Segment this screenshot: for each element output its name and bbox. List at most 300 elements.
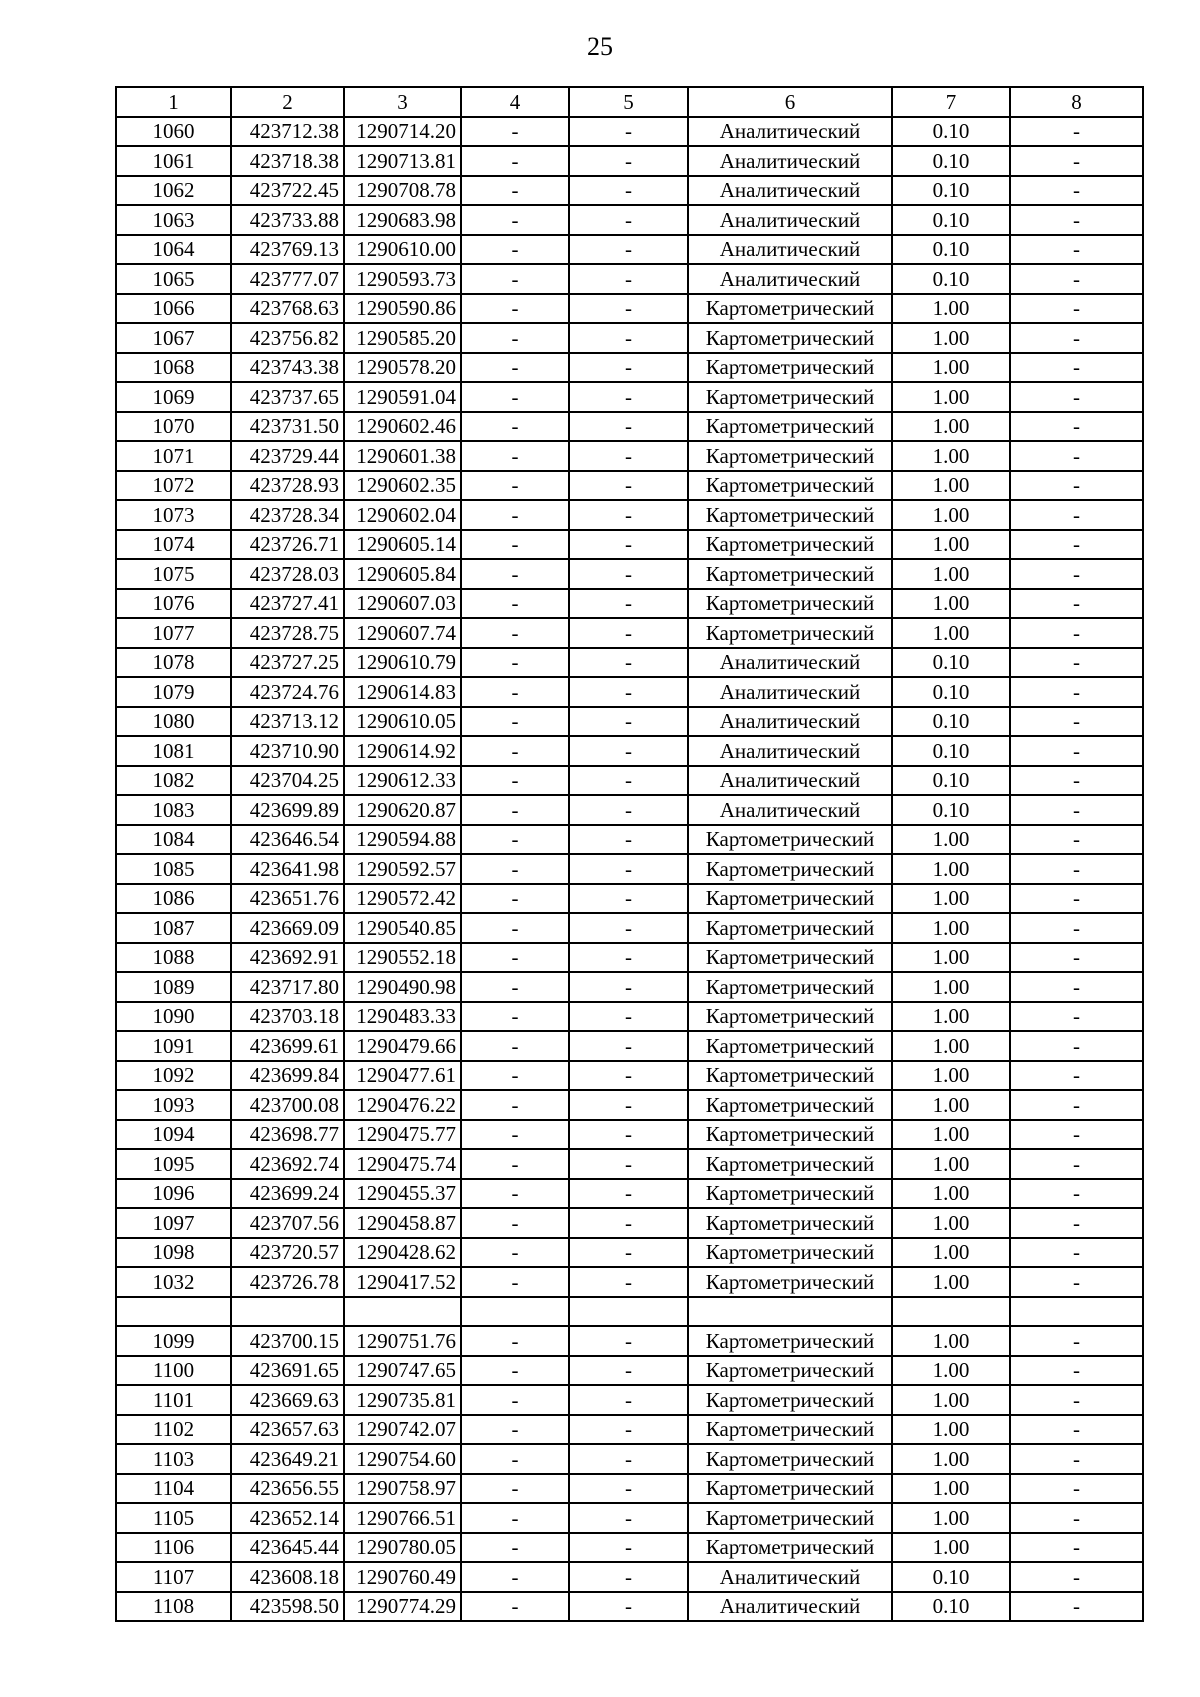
col4-value-cell: -	[461, 707, 569, 737]
point-number-cell: 1090	[116, 1002, 231, 1032]
y-coordinate-cell: 1290475.74	[344, 1149, 461, 1179]
col5-value-cell: -	[569, 1385, 688, 1415]
y-coordinate-cell: 1290766.51	[344, 1503, 461, 1533]
col5-value-cell: -	[569, 648, 688, 678]
accuracy-cell: 1.00	[892, 1415, 1010, 1445]
col4-value-cell: -	[461, 1208, 569, 1238]
col8-value-cell: -	[1010, 1503, 1143, 1533]
point-number-cell: 1074	[116, 530, 231, 560]
column-header: 1	[116, 87, 231, 117]
point-number-cell	[116, 1297, 231, 1327]
col8-value-cell: -	[1010, 825, 1143, 855]
point-number-cell: 1104	[116, 1474, 231, 1504]
y-coordinate-cell: 1290593.73	[344, 264, 461, 294]
col8-value-cell: -	[1010, 1090, 1143, 1120]
y-coordinate-cell: 1290591.04	[344, 382, 461, 412]
method-cell: Аналитический	[688, 648, 892, 678]
accuracy-cell: 1.00	[892, 972, 1010, 1002]
y-coordinate-cell: 1290612.33	[344, 766, 461, 796]
accuracy-cell: 0.10	[892, 795, 1010, 825]
table-row	[116, 1149, 1143, 1179]
y-coordinate-cell: 1290620.87	[344, 795, 461, 825]
method-cell: Картометрический	[688, 1238, 892, 1268]
col8-value-cell: -	[1010, 1533, 1143, 1563]
method-cell: Аналитический	[688, 117, 892, 147]
x-coordinate-cell: 423769.13	[231, 235, 344, 265]
column-header: 8	[1010, 87, 1143, 117]
accuracy-cell: 1.00	[892, 353, 1010, 383]
col5-value-cell: -	[569, 382, 688, 412]
table-row	[116, 441, 1143, 471]
accuracy-cell: 1.00	[892, 913, 1010, 943]
col5-value-cell: -	[569, 559, 688, 589]
col4-value-cell: -	[461, 1061, 569, 1091]
column-header: 7	[892, 87, 1010, 117]
accuracy-cell: 1.00	[892, 1474, 1010, 1504]
point-number-cell: 1087	[116, 913, 231, 943]
table-row	[116, 913, 1143, 943]
col8-value-cell: -	[1010, 176, 1143, 206]
method-cell: Аналитический	[688, 235, 892, 265]
x-coordinate-cell: 423704.25	[231, 766, 344, 796]
col5-value-cell: -	[569, 1592, 688, 1622]
accuracy-cell: 1.00	[892, 618, 1010, 648]
x-coordinate-cell: 423710.90	[231, 736, 344, 766]
accuracy-cell: 1.00	[892, 294, 1010, 324]
table-body	[116, 117, 1143, 1622]
point-number-cell: 1107	[116, 1562, 231, 1592]
accuracy-cell: 1.00	[892, 1444, 1010, 1474]
accuracy-cell: 1.00	[892, 589, 1010, 619]
col5-value-cell	[569, 1297, 688, 1327]
col5-value-cell: -	[569, 412, 688, 442]
point-number-cell: 1062	[116, 176, 231, 206]
col8-value-cell: -	[1010, 884, 1143, 914]
table-row	[116, 1415, 1143, 1445]
col8-value-cell: -	[1010, 530, 1143, 560]
y-coordinate-cell: 1290602.46	[344, 412, 461, 442]
table-row	[116, 1592, 1143, 1622]
y-coordinate-cell: 1290590.86	[344, 294, 461, 324]
y-coordinate-cell: 1290607.74	[344, 618, 461, 648]
col4-value-cell: -	[461, 766, 569, 796]
x-coordinate-cell: 423722.45	[231, 176, 344, 206]
method-cell: Картометрический	[688, 1031, 892, 1061]
point-number-cell: 1075	[116, 559, 231, 589]
column-header: 5	[569, 87, 688, 117]
col5-value-cell: -	[569, 530, 688, 560]
x-coordinate-cell: 423728.34	[231, 500, 344, 530]
col8-value-cell: -	[1010, 1149, 1143, 1179]
table-row	[116, 648, 1143, 678]
table-row	[116, 677, 1143, 707]
x-coordinate-cell: 423657.63	[231, 1415, 344, 1445]
y-coordinate-cell: 1290754.60	[344, 1444, 461, 1474]
table-row	[116, 1444, 1143, 1474]
accuracy-cell: 1.00	[892, 825, 1010, 855]
y-coordinate-cell: 1290594.88	[344, 825, 461, 855]
col4-value-cell: -	[461, 1503, 569, 1533]
point-number-cell: 1100	[116, 1356, 231, 1386]
table-row	[116, 943, 1143, 973]
point-number-cell: 1079	[116, 677, 231, 707]
table-row	[116, 235, 1143, 265]
col5-value-cell: -	[569, 677, 688, 707]
table-row	[116, 353, 1143, 383]
y-coordinate-cell: 1290455.37	[344, 1179, 461, 1209]
x-coordinate-cell: 423724.76	[231, 677, 344, 707]
col8-value-cell: -	[1010, 854, 1143, 884]
x-coordinate-cell: 423669.09	[231, 913, 344, 943]
col4-value-cell: -	[461, 117, 569, 147]
x-coordinate-cell: 423656.55	[231, 1474, 344, 1504]
y-coordinate-cell	[344, 1297, 461, 1327]
point-number-cell: 1078	[116, 648, 231, 678]
point-number-cell: 1102	[116, 1415, 231, 1445]
accuracy-cell: 0.10	[892, 677, 1010, 707]
col4-value-cell: -	[461, 235, 569, 265]
col8-value-cell: -	[1010, 1208, 1143, 1238]
method-cell: Картометрический	[688, 1061, 892, 1091]
point-number-cell: 1066	[116, 294, 231, 324]
table-row	[116, 1267, 1143, 1297]
table-row	[116, 825, 1143, 855]
point-number-cell: 1065	[116, 264, 231, 294]
x-coordinate-cell: 423737.65	[231, 382, 344, 412]
accuracy-cell: 1.00	[892, 1503, 1010, 1533]
x-coordinate-cell: 423641.98	[231, 854, 344, 884]
col8-value-cell: -	[1010, 1562, 1143, 1592]
col5-value-cell: -	[569, 854, 688, 884]
y-coordinate-cell: 1290610.05	[344, 707, 461, 737]
col8-value-cell: -	[1010, 294, 1143, 324]
method-cell: Аналитический	[688, 736, 892, 766]
col5-value-cell: -	[569, 1120, 688, 1150]
col8-value-cell: -	[1010, 382, 1143, 412]
y-coordinate-cell: 1290605.14	[344, 530, 461, 560]
point-number-cell: 1077	[116, 618, 231, 648]
x-coordinate-cell: 423720.57	[231, 1238, 344, 1268]
col5-value-cell: -	[569, 1444, 688, 1474]
col4-value-cell: -	[461, 1031, 569, 1061]
y-coordinate-cell: 1290774.29	[344, 1592, 461, 1622]
point-number-cell: 1097	[116, 1208, 231, 1238]
table-row	[116, 795, 1143, 825]
col5-value-cell: -	[569, 795, 688, 825]
point-number-cell: 1076	[116, 589, 231, 619]
accuracy-cell: 1.00	[892, 441, 1010, 471]
col4-value-cell: -	[461, 1533, 569, 1563]
y-coordinate-cell: 1290552.18	[344, 943, 461, 973]
col5-value-cell: -	[569, 1562, 688, 1592]
method-cell: Картометрический	[688, 1149, 892, 1179]
col4-value-cell: -	[461, 1474, 569, 1504]
col4-value-cell: -	[461, 412, 569, 442]
x-coordinate-cell: 423777.07	[231, 264, 344, 294]
col8-value-cell: -	[1010, 264, 1143, 294]
col5-value-cell: -	[569, 589, 688, 619]
accuracy-cell: 0.10	[892, 766, 1010, 796]
point-number-cell: 1063	[116, 205, 231, 235]
col4-value-cell: -	[461, 176, 569, 206]
col4-value-cell: -	[461, 677, 569, 707]
y-coordinate-cell: 1290417.52	[344, 1267, 461, 1297]
table-row	[116, 559, 1143, 589]
col5-value-cell: -	[569, 235, 688, 265]
table-row	[116, 500, 1143, 530]
col5-value-cell: -	[569, 1002, 688, 1032]
col4-value-cell: -	[461, 1385, 569, 1415]
table-row	[116, 530, 1143, 560]
col8-value-cell: -	[1010, 412, 1143, 442]
point-number-cell: 1070	[116, 412, 231, 442]
col5-value-cell: -	[569, 1533, 688, 1563]
y-coordinate-cell: 1290540.85	[344, 913, 461, 943]
col8-value-cell: -	[1010, 1592, 1143, 1622]
point-number-cell: 1101	[116, 1385, 231, 1415]
method-cell: Аналитический	[688, 1562, 892, 1592]
method-cell: Картометрический	[688, 1503, 892, 1533]
x-coordinate-cell: 423726.71	[231, 530, 344, 560]
table-row	[116, 1562, 1143, 1592]
method-cell: Аналитический	[688, 766, 892, 796]
method-cell: Картометрический	[688, 412, 892, 442]
x-coordinate-cell: 423728.75	[231, 618, 344, 648]
col5-value-cell: -	[569, 1208, 688, 1238]
method-cell: Картометрический	[688, 589, 892, 619]
table-row	[116, 1120, 1143, 1150]
table-row	[116, 1356, 1143, 1386]
point-number-cell: 1073	[116, 500, 231, 530]
point-number-cell: 1072	[116, 471, 231, 501]
col8-value-cell: -	[1010, 618, 1143, 648]
col4-value-cell: -	[461, 1120, 569, 1150]
x-coordinate-cell: 423726.78	[231, 1267, 344, 1297]
table-row	[116, 176, 1143, 206]
method-cell: Картометрический	[688, 884, 892, 914]
col5-value-cell: -	[569, 766, 688, 796]
x-coordinate-cell: 423692.91	[231, 943, 344, 973]
y-coordinate-cell: 1290602.04	[344, 500, 461, 530]
col5-value-cell: -	[569, 1179, 688, 1209]
col4-value-cell: -	[461, 825, 569, 855]
col5-value-cell: -	[569, 1149, 688, 1179]
col8-value-cell: -	[1010, 559, 1143, 589]
x-coordinate-cell: 423743.38	[231, 353, 344, 383]
col5-value-cell: -	[569, 117, 688, 147]
col5-value-cell: -	[569, 500, 688, 530]
x-coordinate-cell: 423608.18	[231, 1562, 344, 1592]
col8-value-cell: -	[1010, 913, 1143, 943]
col8-value-cell: -	[1010, 1444, 1143, 1474]
accuracy-cell: 1.00	[892, 1002, 1010, 1032]
col8-value-cell: -	[1010, 117, 1143, 147]
method-cell: Картометрический	[688, 1356, 892, 1386]
method-cell: Картометрический	[688, 1385, 892, 1415]
x-coordinate-cell: 423700.08	[231, 1090, 344, 1120]
x-coordinate-cell: 423703.18	[231, 1002, 344, 1032]
col4-value-cell: -	[461, 1326, 569, 1356]
table-row	[116, 766, 1143, 796]
col5-value-cell: -	[569, 1238, 688, 1268]
method-cell: Аналитический	[688, 677, 892, 707]
point-number-cell: 1083	[116, 795, 231, 825]
accuracy-cell: 0.10	[892, 235, 1010, 265]
col4-value-cell: -	[461, 884, 569, 914]
method-cell: Картометрический	[688, 913, 892, 943]
table-row	[116, 707, 1143, 737]
point-number-cell: 1093	[116, 1090, 231, 1120]
x-coordinate-cell: 423728.93	[231, 471, 344, 501]
col5-value-cell: -	[569, 913, 688, 943]
table-row	[116, 146, 1143, 176]
table-row	[116, 264, 1143, 294]
col4-value-cell: -	[461, 146, 569, 176]
col4-value-cell: -	[461, 1415, 569, 1445]
accuracy-cell: 1.00	[892, 1149, 1010, 1179]
x-coordinate-cell: 423699.24	[231, 1179, 344, 1209]
col8-value-cell: -	[1010, 943, 1143, 973]
x-coordinate-cell: 423645.44	[231, 1533, 344, 1563]
x-coordinate-cell: 423717.80	[231, 972, 344, 1002]
x-coordinate-cell: 423768.63	[231, 294, 344, 324]
point-number-cell: 1032	[116, 1267, 231, 1297]
table-row	[116, 294, 1143, 324]
method-cell: Картометрический	[688, 1208, 892, 1238]
point-number-cell: 1064	[116, 235, 231, 265]
point-number-cell: 1098	[116, 1238, 231, 1268]
point-number-cell: 1089	[116, 972, 231, 1002]
table-row	[116, 1238, 1143, 1268]
col5-value-cell: -	[569, 884, 688, 914]
method-cell: Картометрический	[688, 353, 892, 383]
col4-value-cell: -	[461, 500, 569, 530]
point-number-cell: 1099	[116, 1326, 231, 1356]
col4-value-cell: -	[461, 559, 569, 589]
table-row	[116, 323, 1143, 353]
col8-value-cell: -	[1010, 1267, 1143, 1297]
y-coordinate-cell: 1290602.35	[344, 471, 461, 501]
col5-value-cell: -	[569, 736, 688, 766]
table-row	[116, 1031, 1143, 1061]
col4-value-cell: -	[461, 618, 569, 648]
col4-value-cell: -	[461, 1444, 569, 1474]
x-coordinate-cell: 423646.54	[231, 825, 344, 855]
table-row	[116, 471, 1143, 501]
method-cell: Картометрический	[688, 1533, 892, 1563]
table-row	[116, 1061, 1143, 1091]
x-coordinate-cell: 423700.15	[231, 1326, 344, 1356]
table-row	[116, 1503, 1143, 1533]
col5-value-cell: -	[569, 176, 688, 206]
table-row	[116, 1090, 1143, 1120]
x-coordinate-cell: 423652.14	[231, 1503, 344, 1533]
point-number-cell: 1069	[116, 382, 231, 412]
accuracy-cell: 1.00	[892, 1120, 1010, 1150]
col5-value-cell: -	[569, 618, 688, 648]
accuracy-cell: 1.00	[892, 1208, 1010, 1238]
col5-value-cell: -	[569, 441, 688, 471]
table-row	[116, 1002, 1143, 1032]
y-coordinate-cell: 1290476.22	[344, 1090, 461, 1120]
accuracy-cell: 1.00	[892, 1179, 1010, 1209]
col8-value-cell: -	[1010, 471, 1143, 501]
col5-value-cell: -	[569, 1503, 688, 1533]
col8-value-cell: -	[1010, 736, 1143, 766]
y-coordinate-cell: 1290572.42	[344, 884, 461, 914]
x-coordinate-cell: 423713.12	[231, 707, 344, 737]
col4-value-cell: -	[461, 264, 569, 294]
x-coordinate-cell: 423649.21	[231, 1444, 344, 1474]
accuracy-cell: 1.00	[892, 943, 1010, 973]
x-coordinate-cell: 423699.84	[231, 1061, 344, 1091]
col5-value-cell: -	[569, 1415, 688, 1445]
method-cell: Картометрический	[688, 294, 892, 324]
accuracy-cell: 1.00	[892, 412, 1010, 442]
col8-value-cell: -	[1010, 707, 1143, 737]
table-row	[116, 854, 1143, 884]
table-row	[116, 205, 1143, 235]
x-coordinate-cell: 423699.89	[231, 795, 344, 825]
accuracy-cell: 0.10	[892, 264, 1010, 294]
col8-value-cell: -	[1010, 235, 1143, 265]
col8-value-cell: -	[1010, 972, 1143, 1002]
accuracy-cell: 1.00	[892, 1238, 1010, 1268]
col8-value-cell: -	[1010, 146, 1143, 176]
col5-value-cell: -	[569, 1326, 688, 1356]
accuracy-cell: 0.10	[892, 707, 1010, 737]
col4-value-cell: -	[461, 471, 569, 501]
method-cell: Аналитический	[688, 264, 892, 294]
col4-value-cell	[461, 1297, 569, 1327]
table-row	[116, 1297, 1143, 1327]
y-coordinate-cell: 1290477.61	[344, 1061, 461, 1091]
point-number-cell: 1084	[116, 825, 231, 855]
method-cell: Картометрический	[688, 1090, 892, 1120]
method-cell: Картометрический	[688, 1326, 892, 1356]
col5-value-cell: -	[569, 323, 688, 353]
y-coordinate-cell: 1290758.97	[344, 1474, 461, 1504]
col8-value-cell: -	[1010, 441, 1143, 471]
x-coordinate-cell: 423756.82	[231, 323, 344, 353]
point-number-cell: 1088	[116, 943, 231, 973]
x-coordinate-cell: 423691.65	[231, 1356, 344, 1386]
accuracy-cell: 1.00	[892, 530, 1010, 560]
x-coordinate-cell: 423598.50	[231, 1592, 344, 1622]
table-row	[116, 884, 1143, 914]
accuracy-cell: 0.10	[892, 1562, 1010, 1592]
col5-value-cell: -	[569, 972, 688, 1002]
col4-value-cell: -	[461, 294, 569, 324]
method-cell: Картометрический	[688, 1444, 892, 1474]
y-coordinate-cell: 1290780.05	[344, 1533, 461, 1563]
y-coordinate-cell: 1290428.62	[344, 1238, 461, 1268]
x-coordinate-cell: 423733.88	[231, 205, 344, 235]
method-cell: Картометрический	[688, 1179, 892, 1209]
point-number-cell: 1061	[116, 146, 231, 176]
y-coordinate-cell: 1290614.92	[344, 736, 461, 766]
y-coordinate-cell: 1290475.77	[344, 1120, 461, 1150]
accuracy-cell: 1.00	[892, 1090, 1010, 1120]
table-row	[116, 1179, 1143, 1209]
accuracy-cell: 1.00	[892, 1031, 1010, 1061]
table-header	[116, 87, 1143, 117]
point-number-cell: 1067	[116, 323, 231, 353]
point-number-cell: 1106	[116, 1533, 231, 1563]
method-cell: Аналитический	[688, 707, 892, 737]
method-cell: Картометрический	[688, 382, 892, 412]
col4-value-cell: -	[461, 1149, 569, 1179]
